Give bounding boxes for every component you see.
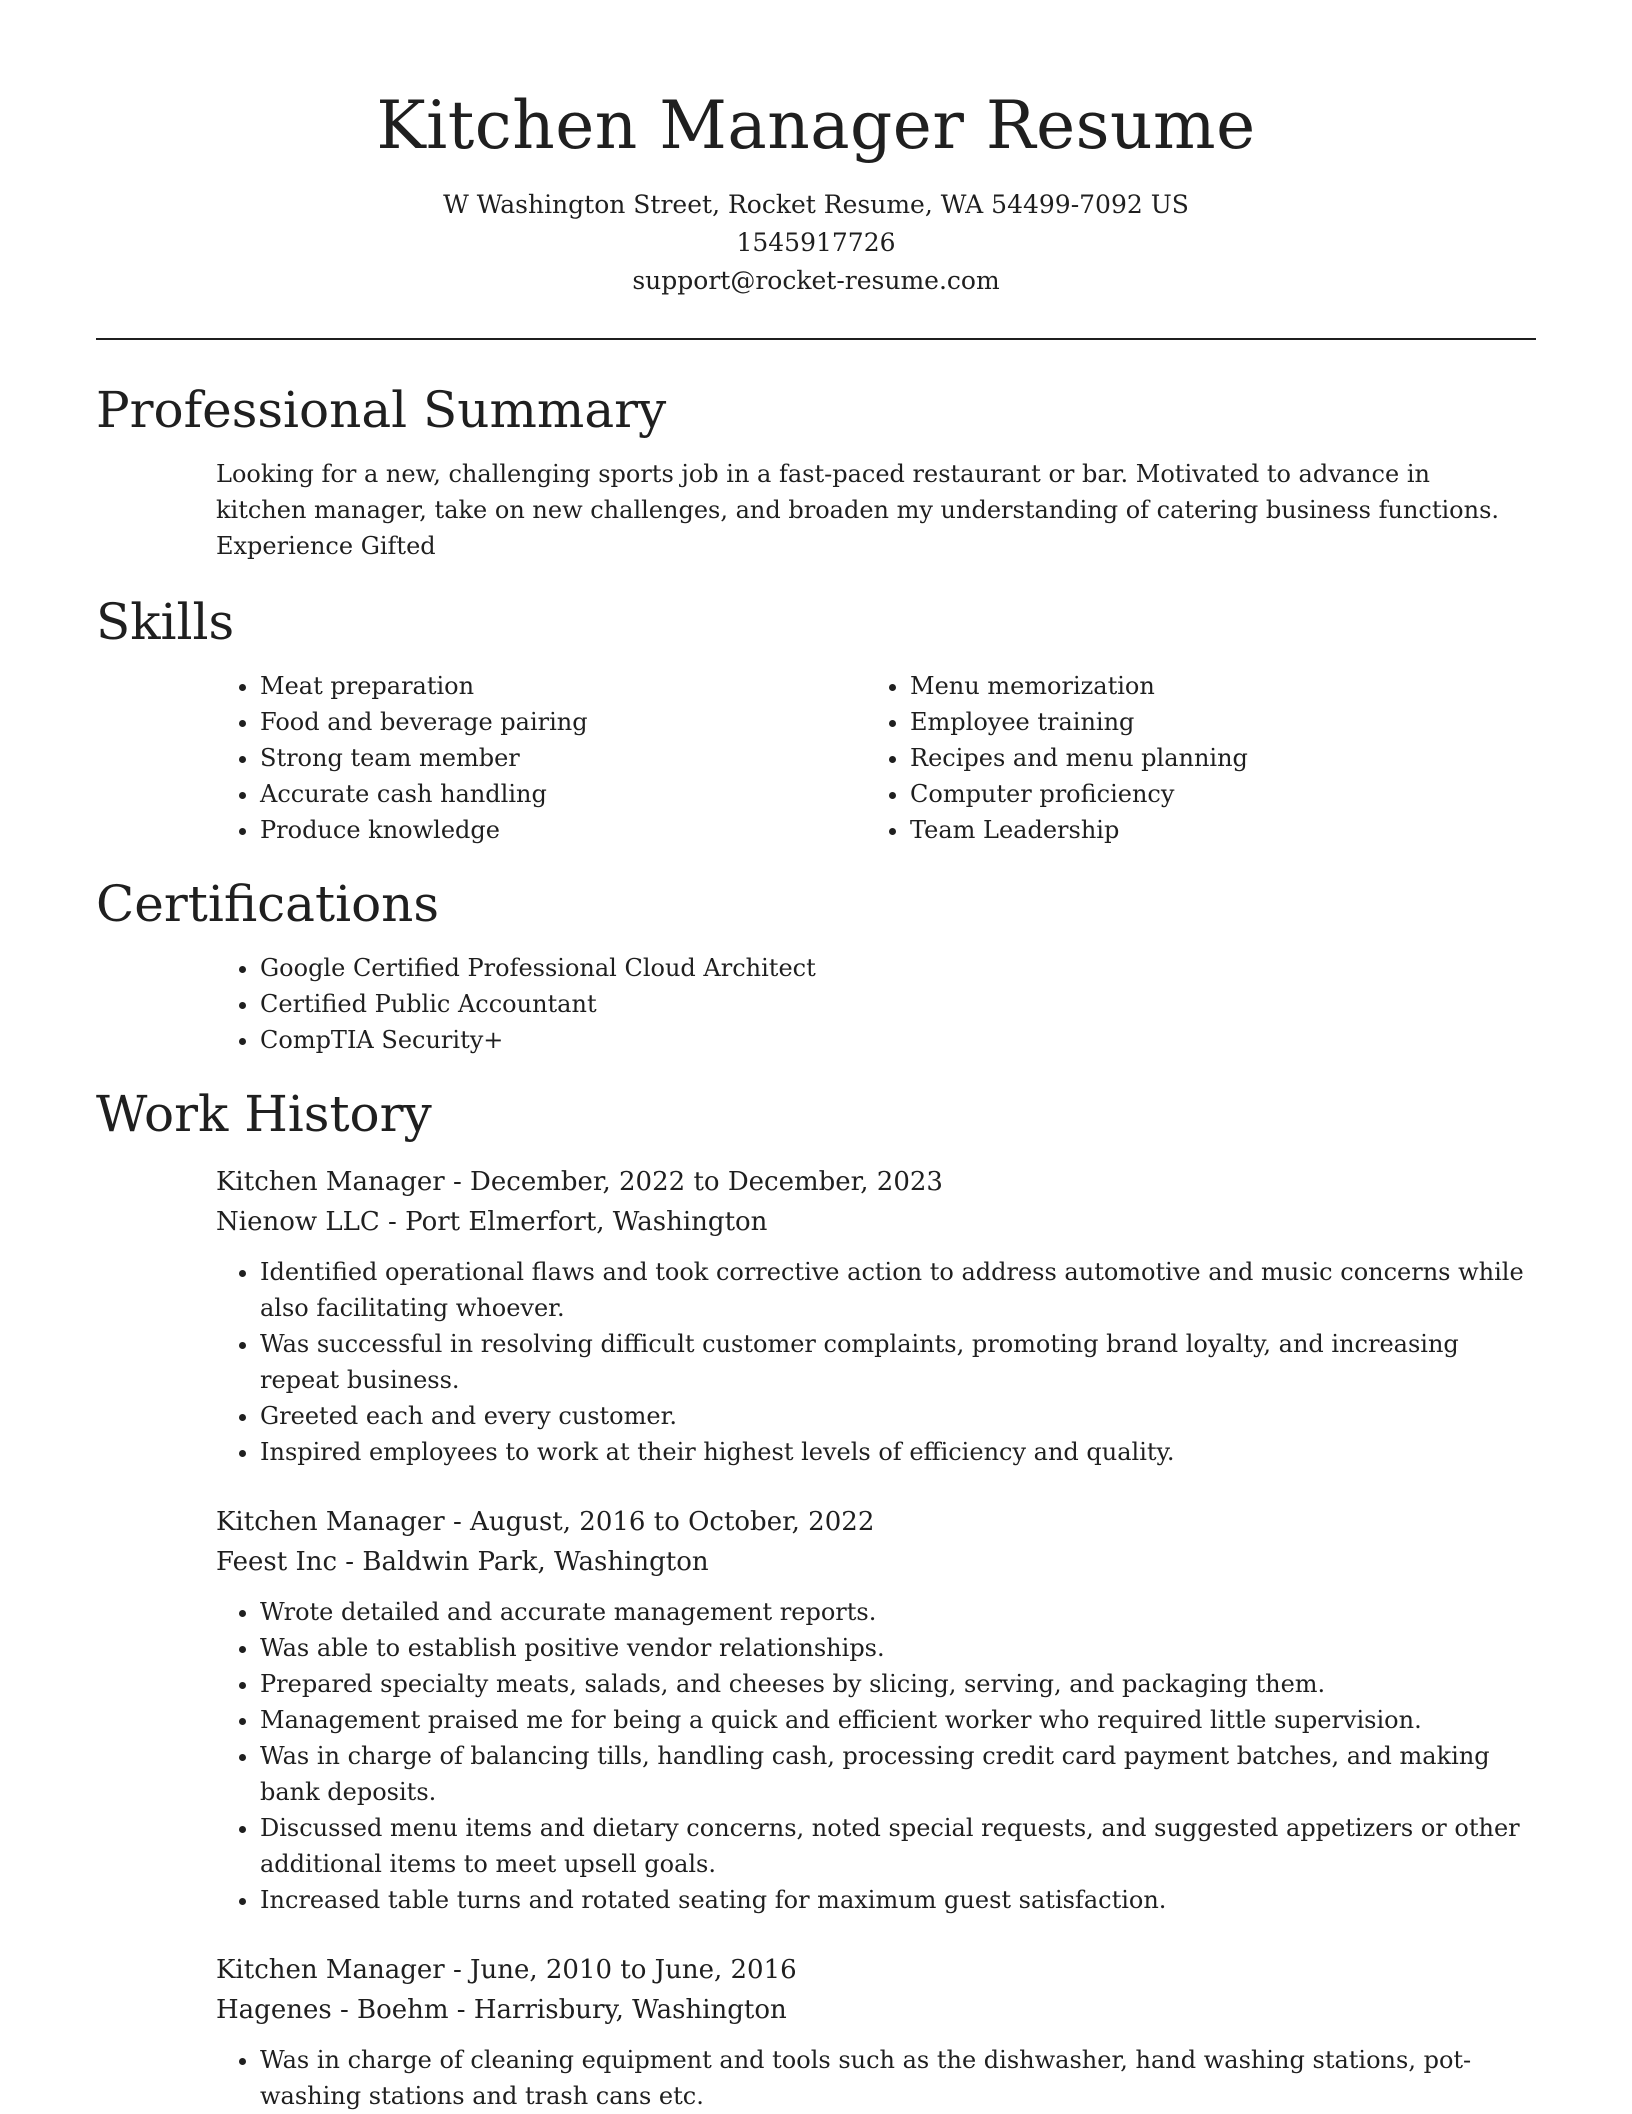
skill-item: • Accurate cash handling: [260, 776, 866, 812]
job-bullet: • Increased table turns and rotated seating for maximum guest satisfaction.: [260, 1882, 1536, 1918]
certification-item: • Certified Public Accountant: [260, 986, 1536, 1022]
work-history-section: [96, 1082, 1536, 2114]
summary-section: [96, 378, 1536, 564]
skills-section: [96, 590, 1536, 848]
job-bullets: [216, 2042, 1536, 2114]
summary-text: Looking for a new, challenging sports job in a fast-paced restaurant or bar. Motivated to advance in kitchen manager, take on new challenges, and broaden my understanding of catering business functions. Experience Gifted: [216, 460, 1500, 560]
job-bullet: • Greeted each and every customer.: [260, 1398, 1536, 1434]
job-title-line: Kitchen Manager - December, 2022 to December, 2023: [216, 1167, 943, 1197]
job-entry: [216, 1162, 1536, 1470]
job-entry: [216, 1502, 1536, 1918]
resume-title: Kitchen Manager Resume: [376, 87, 1256, 164]
skill-item: • Food and beverage pairing: [260, 704, 866, 740]
job-location: Harrisbury, Washington: [473, 1995, 787, 2025]
resume-header: [96, 0, 1536, 300]
skills-column-left: [216, 668, 866, 848]
resume-page: [96, 0, 1536, 2114]
skill-item: • Produce knowledge: [260, 812, 866, 848]
job-company-line: Hagenes - Boehm - Harrisbury, Washington: [216, 1995, 787, 2025]
skill-item: • Menu memorization: [910, 668, 1516, 704]
job-bullet: • Was successful in resolving difficult customer complaints, promoting brand loyalty, and increasing repeat business.: [260, 1326, 1536, 1398]
skill-item: • Strong team member: [260, 740, 866, 776]
work-history-heading: Work History: [96, 1085, 432, 1143]
job-company: Hagenes - Boehm: [216, 1995, 449, 2025]
job-bullet: • Was in charge of balancing tills, handling cash, processing credit card payment batches, and making bank deposits.: [260, 1738, 1536, 1810]
certifications-section: [96, 872, 1536, 1058]
job-dates: August, 2016 to October, 2022: [470, 1507, 875, 1537]
certifications-list: [216, 950, 1536, 1058]
job-dates: December, 2022 to December, 2023: [470, 1167, 943, 1197]
job-dates: June, 2010 to June, 2016: [470, 1955, 797, 1985]
contact-email: support@rocket-resume.com: [632, 266, 1000, 295]
job-company: Nienow LLC: [216, 1207, 380, 1237]
skill-item: • Team Leadership: [910, 812, 1516, 848]
job-title: Kitchen Manager: [216, 1167, 445, 1197]
job-bullet: • Was able to establish positive vendor relationships.: [260, 1630, 1536, 1666]
contact-phone: 1545917726: [736, 228, 896, 257]
job-location: Baldwin Park, Washington: [362, 1547, 709, 1577]
skills-column-right: [866, 668, 1516, 848]
job-company: Feest Inc: [216, 1547, 338, 1577]
summary-heading: Professional Summary: [96, 381, 667, 439]
job-title-line: Kitchen Manager - June, 2010 to June, 2016: [216, 1955, 797, 1985]
job-title-line: Kitchen Manager - August, 2016 to October, 2022: [216, 1507, 875, 1537]
certifications-heading: Certifications: [96, 875, 440, 933]
certification-item: • Google Certified Professional Cloud Architect: [260, 950, 1536, 986]
job-bullet: • Prepared specialty meats, salads, and cheeses by slicing, serving, and packaging them.: [260, 1666, 1536, 1702]
skill-item: • Meat preparation: [260, 668, 866, 704]
skill-item: • Computer proficiency: [910, 776, 1516, 812]
contact-address: W Washington Street, Rocket Resume, WA 54499-7092 US: [443, 190, 1189, 219]
job-location: Port Elmerfort, Washington: [405, 1207, 768, 1237]
skill-item: • Employee training: [910, 704, 1516, 740]
job-title: Kitchen Manager: [216, 1955, 445, 1985]
skills-grid: [216, 668, 1536, 848]
job-bullets: [216, 1594, 1536, 1918]
job-bullet: • Was in charge of cleaning equipment and tools such as the dishwasher, hand washing stations, pot-washing stations and trash cans etc.: [260, 2042, 1536, 2114]
job-bullets: [216, 1254, 1536, 1470]
job-bullet: • Discussed menu items and dietary concerns, noted special requests, and suggested appetizers or other additional items to meet upsell goals.: [260, 1810, 1536, 1882]
job-bullet: • Wrote detailed and accurate management reports.: [260, 1594, 1536, 1630]
job-title: Kitchen Manager: [216, 1507, 445, 1537]
certification-item: • CompTIA Security+: [260, 1022, 1536, 1058]
job-company-line: Nienow LLC - Port Elmerfort, Washington: [216, 1207, 768, 1237]
skills-heading: Skills: [96, 593, 235, 651]
job-entry: [216, 1950, 1536, 2114]
job-bullet: • Inspired employees to work at their highest levels of efficiency and quality.: [260, 1434, 1536, 1470]
job-bullet: • Identified operational flaws and took corrective action to address automotive and music concerns while also facilitating whoever.: [260, 1254, 1536, 1326]
job-company-line: Feest Inc - Baldwin Park, Washington: [216, 1547, 709, 1577]
header-divider: [96, 338, 1536, 340]
job-bullet: • Management praised me for being a quick and efficient worker who required little supervision.: [260, 1702, 1536, 1738]
skill-item: • Recipes and menu planning: [910, 740, 1516, 776]
